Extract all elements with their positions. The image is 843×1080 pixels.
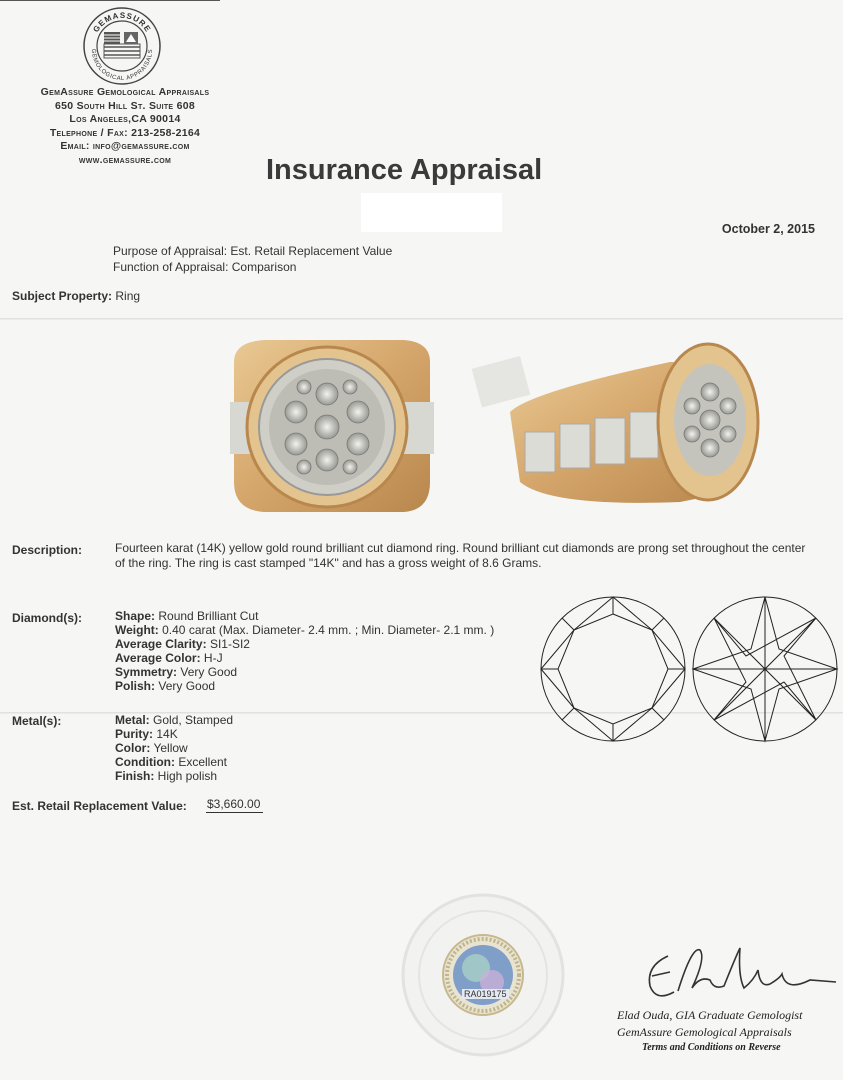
company-address-1: 650 South Hill St. Suite 608 <box>54 99 196 112</box>
finish-value: High polish <box>157 769 218 783</box>
diamond-crown-diagram <box>541 597 685 741</box>
terms-note: Terms and Conditions on Reverse <box>642 1042 781 1053</box>
signature <box>640 936 840 1006</box>
polish-value: Very Good <box>158 679 216 693</box>
appraisal-date: October 2, 2015 <box>721 222 815 236</box>
company-logo <box>80 4 164 88</box>
diamond-details <box>115 609 494 693</box>
subject-label: Subject Property: <box>12 289 113 303</box>
metal-type-label: Metal: <box>115 713 150 727</box>
finish-label: Finish: <box>115 769 155 783</box>
metal-details <box>115 713 233 783</box>
function-line: Function of Appraisal: Comparison <box>113 260 297 274</box>
company-name: GemAssure Gemological Appraisals <box>40 86 210 98</box>
company-website: www.gemassure.com <box>78 153 172 166</box>
svg-text:GEMOLOGICAL APPRAISALS: GEMOLOGICAL APPRAISALS <box>89 48 155 83</box>
shape-value: Round Brilliant Cut <box>158 609 259 623</box>
description-text: Fourteen karat (14K) yellow gold round brilliant cut diamond ring. Round brilliant cut diamonds are prong set throughout the center of the ring. The ring is cast stamped "14K" and has a gross weight of 8.6 Grams. <box>115 541 806 570</box>
symmetry-label: Symmetry: <box>115 665 178 679</box>
document-title: Insurance Appraisal <box>266 154 543 186</box>
company-address-block <box>10 86 240 167</box>
redacted-box <box>361 193 502 232</box>
condition-value: Excellent <box>178 755 228 769</box>
symmetry-value: Very Good <box>180 665 238 679</box>
color-label: Average Color: <box>115 651 201 665</box>
metal-color-value: Yellow <box>153 741 188 755</box>
shape-label: Shape: <box>115 609 156 623</box>
company-email: Email: info@gemassure.com <box>60 140 190 152</box>
seal-serial: RA019175 <box>464 989 507 999</box>
diamond-diagrams <box>539 594 839 744</box>
embossed-seal <box>400 892 566 1058</box>
replacement-value-label: Est. Retail Replacement Value: <box>12 799 187 813</box>
metals-label: Metal(s): <box>12 714 62 728</box>
diamonds-label: Diamond(s): <box>12 611 82 625</box>
subject-value: Ring <box>115 289 141 303</box>
ring-photo-side <box>470 332 760 517</box>
weight-value: 0.40 carat (Max. Diameter- 2.4 mm. ; Min. Diameter- 2.1 mm. ) <box>162 623 495 637</box>
diamond-pavilion-diagram <box>693 597 837 741</box>
svg-text:GEMASSURE: GEMASSURE <box>91 10 153 34</box>
signer-company: GemAssure Gemological Appraisals <box>617 1025 792 1039</box>
company-address-2: Los Angeles,CA 90014 <box>69 113 181 125</box>
condition-label: Condition: <box>115 755 175 769</box>
company-phone: Telephone / Fax: 213-258-2164 <box>49 126 201 139</box>
ring-photo-front <box>224 332 440 517</box>
purity-label: Purity: <box>115 727 154 741</box>
clarity-label: Average Clarity: <box>115 637 207 651</box>
purity-value: 14K <box>156 727 178 741</box>
purpose-line: Purpose of Appraisal: Est. Retail Replacement Value <box>113 244 393 258</box>
metal-color-label: Color: <box>115 741 151 755</box>
subject-property <box>12 289 140 303</box>
clarity-value: SI1-SI2 <box>209 637 250 651</box>
signer-name: Elad Ouda, GIA Graduate Gemologist <box>617 1008 803 1022</box>
metal-type-value: Gold, Stamped <box>153 713 234 727</box>
replacement-value-amount: $3,660.00 <box>206 797 263 813</box>
description-label: Description: <box>12 543 83 557</box>
polish-label: Polish: <box>115 679 156 693</box>
color-value: H-J <box>203 651 223 665</box>
weight-label: Weight: <box>115 623 159 637</box>
